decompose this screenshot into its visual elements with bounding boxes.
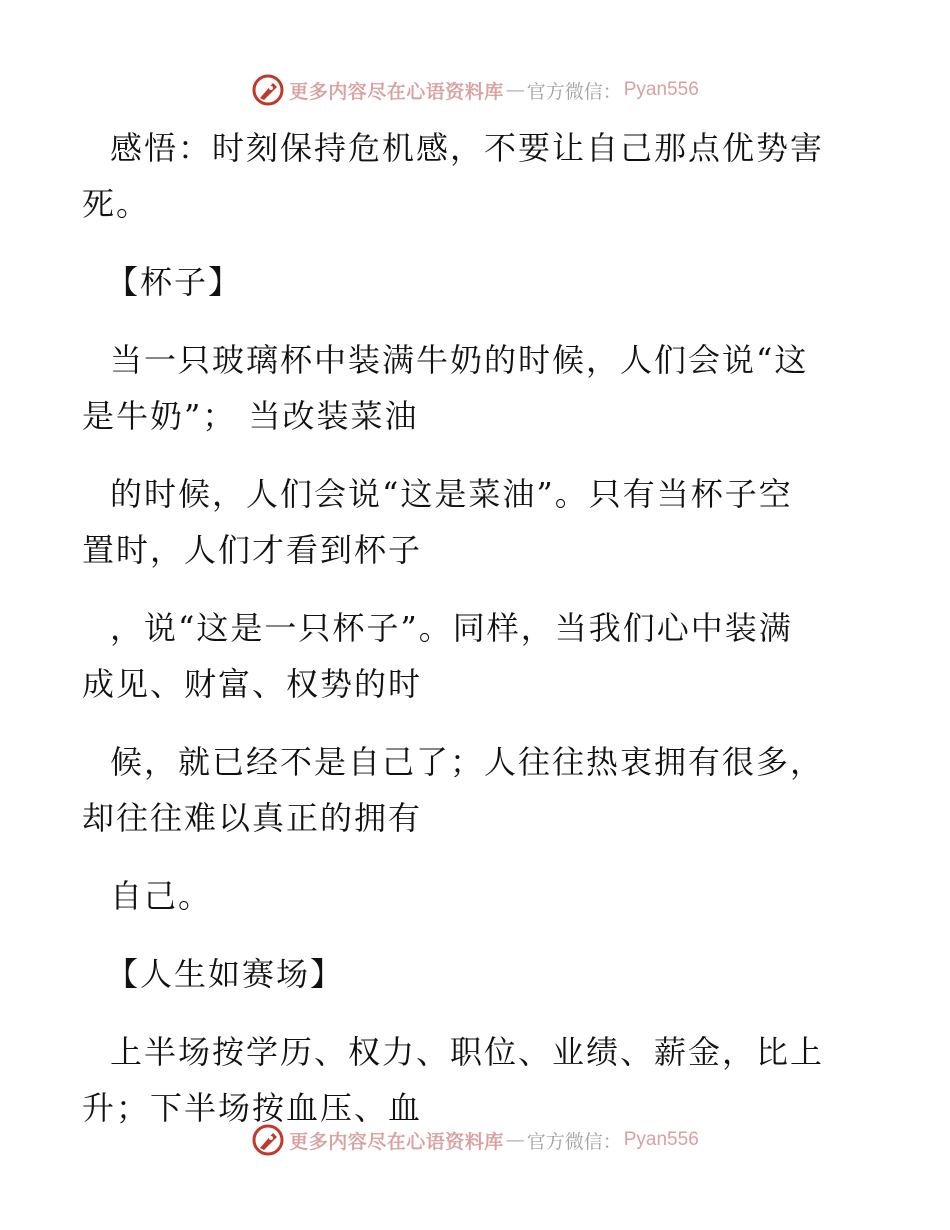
paragraph-cup-4 xyxy=(82,734,836,846)
text-line: 的时候，人们会说“这是菜油”。只有当杯子空 xyxy=(110,475,793,513)
text-line: 死。 xyxy=(82,185,151,223)
section-heading-cup: 【杯子】 xyxy=(106,263,243,301)
paragraph-cup-5 xyxy=(96,868,836,924)
banner-wechat-label: 官方微信： xyxy=(526,80,622,103)
document-body xyxy=(82,120,836,1158)
text-line: 升；下半场按血压、血 xyxy=(82,1089,423,1127)
pen-nib-logo-icon xyxy=(251,1123,285,1157)
text-line: 是牛奶”； 当改装菜油 xyxy=(82,397,419,435)
banner-dash: — xyxy=(505,79,525,101)
banner-dash: — xyxy=(505,1129,525,1151)
text-line: 候，就已经不是自己了；人往往热衷拥有很多， xyxy=(110,743,825,781)
text-line: 上半场按学历、权力、职位、业绩、薪金，比上 xyxy=(110,1033,825,1071)
paragraph-insight xyxy=(82,120,836,232)
paragraph-cup-1 xyxy=(82,332,836,444)
pen-nib-logo-icon xyxy=(251,73,285,107)
banner-main-text: 更多内容尽在心语资料库 xyxy=(289,80,504,103)
text-line: 置时，人们才看到杯子 xyxy=(82,531,423,569)
text-line: 自己。 xyxy=(110,877,213,915)
text-line: 感悟：时刻保持危机感，不要让自己那点优势害 xyxy=(110,129,825,167)
text-line: ，说“这是一只杯子”。同样，当我们心中装满 xyxy=(110,609,793,647)
banner-main-text: 更多内容尽在心语资料库 xyxy=(289,1130,504,1153)
text-line: 却往往难以真正的拥有 xyxy=(82,799,423,837)
paragraph-cup-2 xyxy=(82,466,836,578)
banner-wechat-id: Pyan556 xyxy=(623,79,699,100)
footer-watermark-banner xyxy=(0,1120,950,1160)
header-watermark-banner xyxy=(0,70,950,110)
text-line: 成见、财富、权势的时 xyxy=(82,665,423,703)
banner-wechat-id: Pyan556 xyxy=(623,1129,699,1150)
paragraph-cup-3 xyxy=(82,600,836,712)
banner-wechat-label: 官方微信： xyxy=(526,1130,622,1153)
section-heading-life-race: 【人生如赛场】 xyxy=(106,955,345,993)
text-line: 当一只玻璃杯中装满牛奶的时候，人们会说“这 xyxy=(110,341,809,379)
